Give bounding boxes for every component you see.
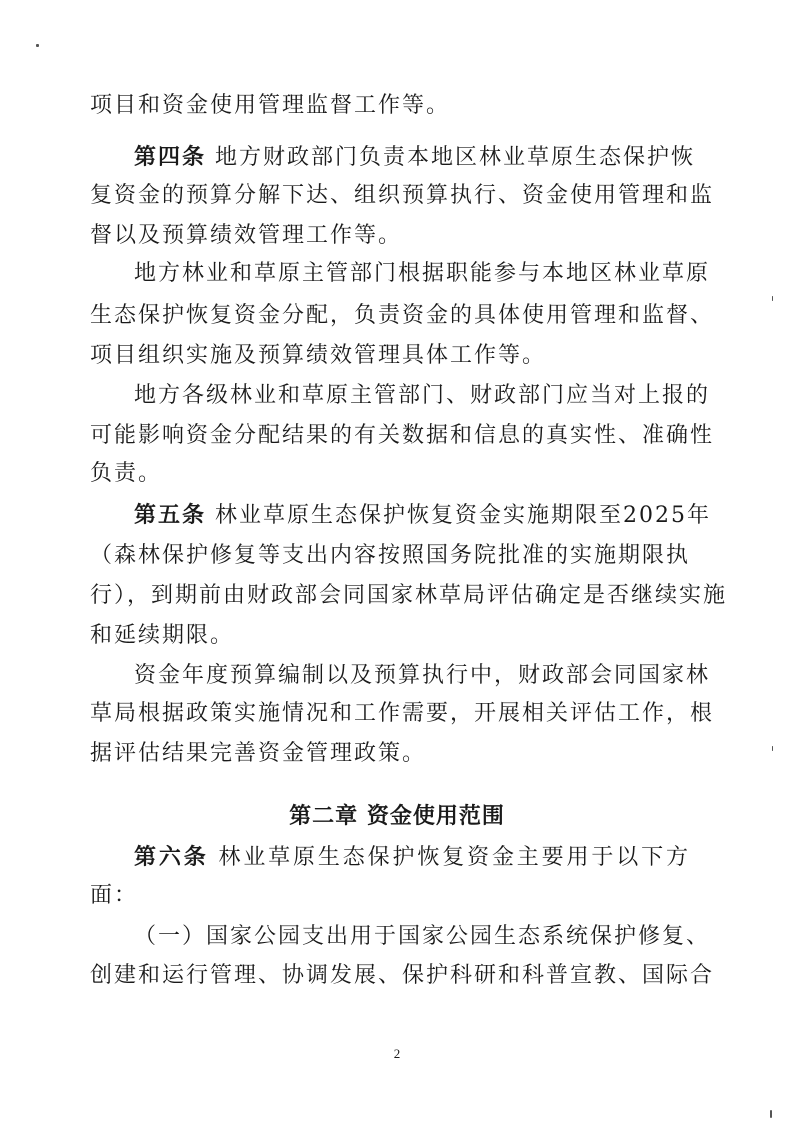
- article-5-paragraph: 第五条 林业草原生态保护恢复资金实施期限至2025年: [134, 502, 712, 528]
- text-line: 生态保护恢复资金分配，负责资金的具体使用管理和监督、: [90, 303, 715, 328]
- article-label: 第四条: [134, 144, 207, 170]
- text-line: 面：: [90, 883, 139, 908]
- scan-speck: [770, 1110, 772, 1118]
- page-number: 2: [393, 1046, 401, 1061]
- scan-speck: [36, 44, 39, 47]
- text-line: 负责。: [90, 461, 163, 486]
- scan-speck: [772, 296, 773, 301]
- text-line: 督以及预算绩效管理工作等。: [90, 223, 403, 248]
- text-line: 项目组织实施及预算绩效管理具体工作等。: [90, 343, 547, 368]
- text-line: 和延续期限。: [90, 623, 235, 648]
- text-line: 创建和运行管理、协调发展、保护科研和科普宣教、国际合: [90, 963, 715, 988]
- text-line: 资金年度预算编制以及预算执行中，财政部会同国家林: [134, 663, 711, 688]
- text-line: 可能影响资金分配结果的有关数据和信息的真实性、准确性: [90, 423, 715, 448]
- chapter-heading: 第二章 资金使用范围: [289, 803, 505, 829]
- text-line: 据评估结果完善资金管理政策。: [90, 741, 427, 766]
- text-line: 复资金的预算分解下达、组织预算执行、资金使用管理和监: [90, 183, 715, 208]
- text-line: 草局根据政策实施情况和工作需要，开展相关评估工作，根: [90, 701, 715, 726]
- text-line: （一）国家公园支出用于国家公园生态系统保护修复、: [134, 924, 711, 949]
- article-4-paragraph: 第四条 地方财政部门负责本地区林业草原生态保护恢: [134, 144, 696, 170]
- article-label: 第五条: [134, 502, 207, 528]
- text-line: 行），到期前由财政部会同国家林草局评估确定是否继续实施: [90, 583, 728, 608]
- text-line: （森林保护修复等支出内容按照国务院批准的实施期限执: [90, 543, 691, 568]
- text-line: 项目和资金使用管理监督工作等。: [90, 93, 451, 118]
- text-line: 地方林业和草原主管部门根据职能参与本地区林业草原: [134, 261, 711, 286]
- text-line: 地方各级林业和草原主管部门、财政部门应当对上报的: [134, 383, 711, 408]
- article-label: 第六条: [134, 844, 209, 870]
- scan-speck: [772, 746, 773, 751]
- article-6-paragraph: 第六条 林业草原生态保护恢复资金主要用于以下方: [134, 844, 690, 870]
